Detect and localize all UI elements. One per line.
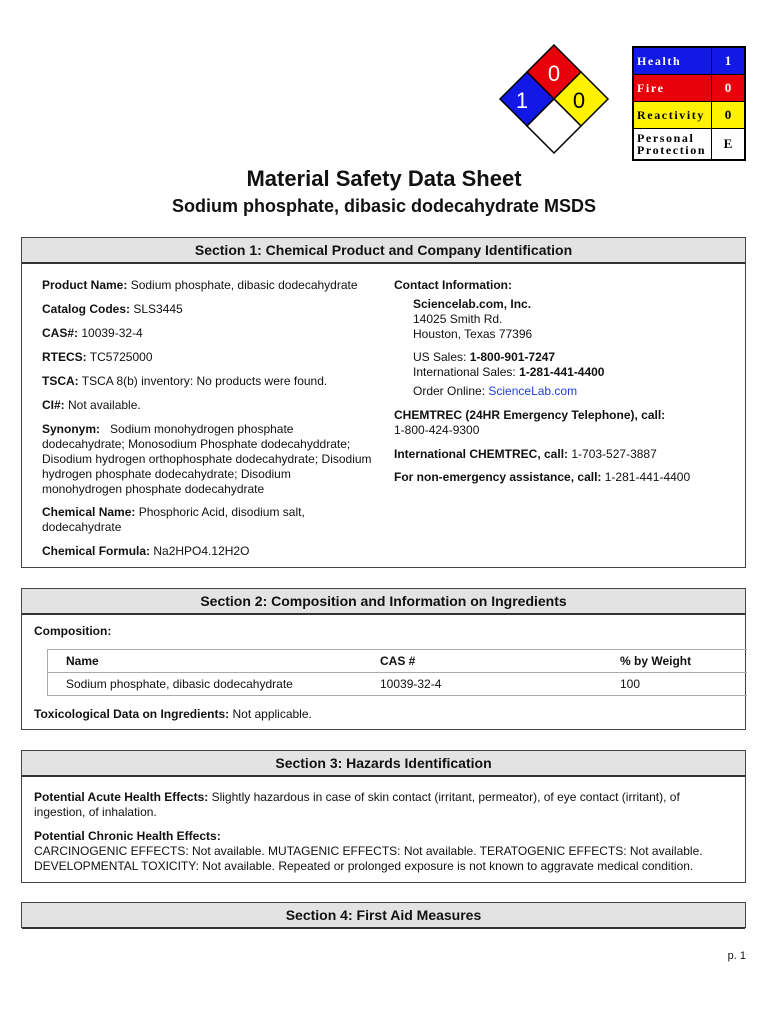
hmis-row-protection <box>633 129 745 161</box>
contact-info-label-text: Contact Information: <box>394 278 512 292</box>
hmis-fire-label: Fire <box>633 75 712 102</box>
chemtrec-label: CHEMTREC (24HR Emergency Telephone), call: <box>394 408 666 422</box>
tsca-label: TSCA: <box>42 374 79 388</box>
cell-ingredient-weight: 100 <box>620 676 641 691</box>
ci-field <box>42 398 141 413</box>
tsca-field <box>42 374 327 389</box>
chronic-effects-field <box>34 829 739 874</box>
hmis-protection-label-line2: Protection <box>637 143 707 157</box>
col-header-cas: CAS # <box>362 650 602 673</box>
intl-chemtrec-value: 1-703-527-3887 <box>568 447 657 461</box>
us-sales-label: US Sales: <box>413 350 470 364</box>
nonemergency-field <box>394 470 690 485</box>
chemtrec-field <box>394 408 665 438</box>
intl-chemtrec-field <box>394 447 657 462</box>
cell-ingredient-cas: 10039-32-4 <box>380 676 442 691</box>
section-3-heading: Section 3: Hazards Identification <box>22 751 745 777</box>
section-3 <box>21 750 746 883</box>
chemical-formula-label: Chemical Formula: <box>42 544 151 558</box>
composition-label-text: Composition: <box>34 624 112 638</box>
acute-effects-value: Slightly hazardous in case of skin contact (irritant, permeator), of eye contact (irritant), of ingestion, of inhalation. <box>34 790 680 819</box>
rtecs-field <box>42 350 153 365</box>
hmis-row-reactivity <box>633 102 745 129</box>
nfpa-health-value: 1 <box>515 88 529 113</box>
ci-label: CI#: <box>42 398 65 412</box>
nfpa-diamond <box>497 44 611 158</box>
hmis-protection-label-line1: Personal <box>637 131 695 145</box>
hmis-row-health <box>633 47 745 75</box>
cas-label: CAS#: <box>42 326 79 340</box>
synonym-field <box>42 422 375 497</box>
company-name: Sciencelab.com, Inc. <box>413 297 532 311</box>
composition-table <box>47 649 747 696</box>
col-header-name: Name <box>48 650 363 673</box>
catalog-codes-label: Catalog Codes: <box>42 302 131 316</box>
tsca-value: TSCA 8(b) inventory: No products were found. <box>78 374 328 388</box>
cas-value: 10039-32-4 <box>78 326 143 340</box>
hmis-row-fire <box>633 75 745 102</box>
hmis-health-label: Health <box>633 47 712 75</box>
product-name-label: Product Name: <box>42 278 128 292</box>
tox-data-field <box>34 707 312 722</box>
chronic-effects-value: CARCINOGENIC EFFECTS: Not available. MUTAGENIC EFFECTS: Not available. TERATOGENIC EFFECTS: Not available. DEVELOPMENTAL TOXICITY: Not available. Repeated or prolonged exposure is not known to aggravate medical condition. <box>34 844 703 873</box>
sciencelab-link[interactable]: ScienceLab.com <box>488 384 578 398</box>
section-2-heading: Section 2: Composition and Information on Ingredients <box>22 589 745 615</box>
cas-field <box>42 326 143 341</box>
section-4-heading: Section 4: First Aid Measures <box>22 903 745 929</box>
synonym-value: Sodium monohydrogen phosphate dodecahydrate; Monosodium Phosphate dodecahyddrate; Disodium hydrogen orthophosphate dodecahydrate; Disodium hydrogen phosphate dodecahydrate; Disodium monohydrogen phosphate dodecahydrate <box>42 422 375 496</box>
intl-sales-value: 1-281-441-4400 <box>519 365 605 379</box>
nonemergency-value: 1-281-441-4400 <box>601 470 691 484</box>
page-number: p. 1 <box>727 950 746 962</box>
acute-effects-label: Potential Acute Health Effects: <box>34 790 209 804</box>
product-name-field <box>42 278 358 293</box>
us-sales-value: 1-800-901-7247 <box>469 350 556 364</box>
tox-data-value: Not applicable. <box>229 707 312 721</box>
section-1-heading: Section 1: Chemical Product and Company Identification <box>22 238 745 264</box>
chemical-name-label: Chemical Name: <box>42 505 136 519</box>
nfpa-reactivity-value: 0 <box>572 88 586 113</box>
address-line-1: 14025 Smith Rd. <box>413 312 503 326</box>
chemical-name-field <box>42 505 352 535</box>
cell-ingredient-name: Sodium phosphate, dibasic dodecahydrate <box>66 676 293 691</box>
product-name-value: Sodium phosphate, dibasic dodecahydrate <box>127 278 358 292</box>
composition-label <box>34 624 111 639</box>
nfpa-fire-value: 0 <box>547 61 561 86</box>
company-address <box>413 297 532 342</box>
chronic-effects-label: Potential Chronic Health Effects: <box>34 829 221 843</box>
section-4 <box>21 902 746 928</box>
address-line-2: Houston, Texas 77396 <box>413 327 533 341</box>
hmis-protection-label <box>633 129 712 161</box>
rtecs-label: RTECS: <box>42 350 87 364</box>
ci-value: Not available. <box>64 398 141 412</box>
order-online-label: Order Online: <box>413 384 489 398</box>
hmis-health-value: 1 <box>712 47 746 75</box>
hmis-reactivity-value: 0 <box>712 102 746 129</box>
col-header-weight: % by Weight <box>602 650 747 673</box>
sales-phones <box>413 350 604 380</box>
hmis-rating-table <box>632 46 746 161</box>
section-1 <box>21 237 746 568</box>
synonym-label: Synonym: <box>42 422 101 436</box>
hmis-fire-value: 0 <box>712 75 746 102</box>
rtecs-value: TC5725000 <box>86 350 153 364</box>
nonemergency-label: For non-emergency assistance, call: <box>394 470 602 484</box>
chemical-formula-field <box>42 544 249 559</box>
chemical-formula-value: Na2HPO4.12H2O <box>150 544 250 558</box>
chemtrec-value: 1-800-424-9300 <box>394 423 480 437</box>
catalog-codes-field <box>42 302 183 317</box>
document-title: Material Safety Data Sheet <box>246 166 522 191</box>
order-online <box>413 384 577 399</box>
intl-sales-label: International Sales: <box>413 365 520 379</box>
catalog-codes-value: SLS3445 <box>130 302 183 316</box>
acute-effects-field <box>34 790 734 820</box>
section-2 <box>21 588 746 730</box>
contact-info-label <box>394 278 512 293</box>
tox-data-label: Toxicological Data on Ingredients: <box>34 707 230 721</box>
hmis-protection-value: E <box>712 129 746 161</box>
chemical-name-value: Phosphoric Acid, disodium salt, dodecahydrate <box>42 505 305 534</box>
document-subtitle: Sodium phosphate, dibasic dodecahydrate MSDS <box>171 196 597 216</box>
composition-header-row <box>48 650 748 673</box>
table-row <box>48 673 748 696</box>
intl-chemtrec-label: International CHEMTREC, call: <box>394 447 569 461</box>
hmis-reactivity-label: Reactivity <box>633 102 712 129</box>
